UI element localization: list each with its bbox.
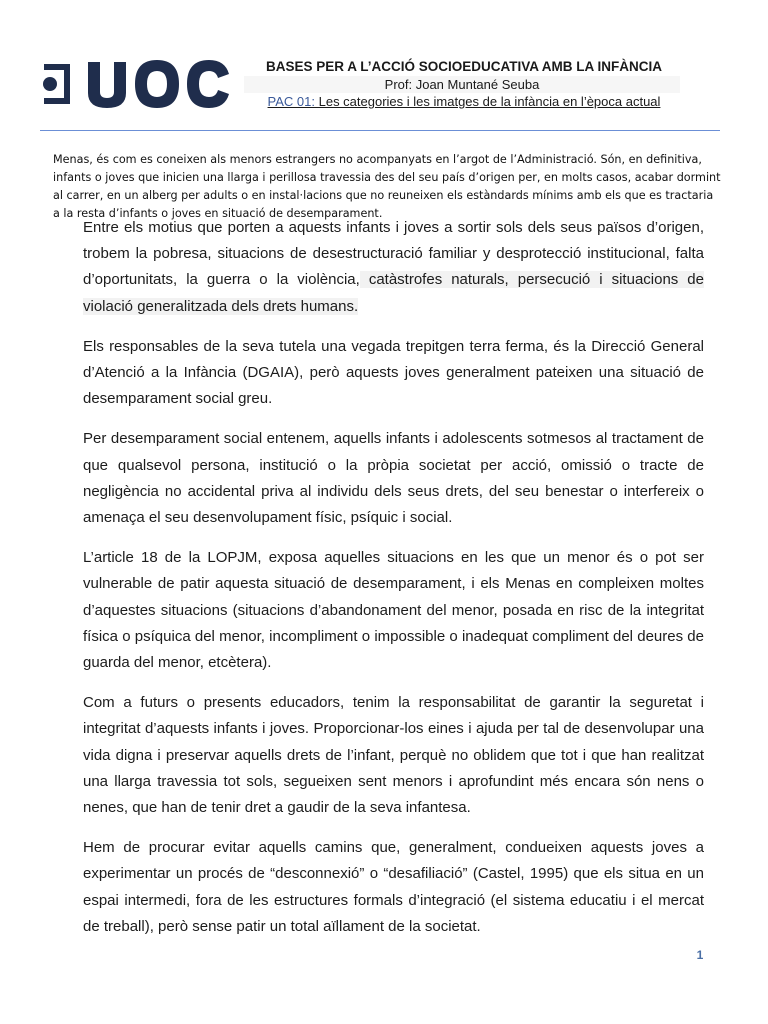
document-header bbox=[244, 58, 684, 111]
professor-line: Prof: Joan Muntané Seuba bbox=[244, 76, 680, 93]
paragraph-1-part-a: Entre els motius que porten a aquests infants i joves a sortir sols dels seus països d’origen, trobem la pobresa, situacions de desestructuració familiar y desprotecció institucional, falta d’oportunitats, la guerra o la violència, bbox=[83, 219, 704, 289]
header-divider bbox=[40, 130, 720, 131]
course-title: BASES PER A L’ACCIÓ SOCIOEDUCATIVA AMB LA INFÀNCIA bbox=[265, 59, 662, 74]
paragraph-4: L’article 18 de la LOPJM, exposa aquelles situacions en les que un menor és o pot ser vulnerable de patir aquesta situació de desemparament, i els Menas en compleixen moltes d’aquestes situacions (situacions d’abandonament del menor, posada en risc de la integritat física o psíquica del menor, incompliment o impossible o inadequat compliment del deures de guarda del menor, etcètera). bbox=[83, 549, 704, 672]
uoc-logo bbox=[40, 58, 232, 110]
paragraph-1 bbox=[83, 215, 704, 320]
body-text bbox=[83, 215, 704, 954]
paragraph-5: Com a futurs o presents educadors, tenim la responsabilitat de garantir la seguretat i integritat d’aquests infants i joves. Proporcionar-los eines i ajuda per tal de desenvolupar una vida digna i preservar aquells drets de l’infant, perquè no oblidem que tot i que han realitzat una llarga travessia tot sols, segueixen sent menors i aprofundint més encara són nens o nenes, que han de tenir dret a gaudir de la seva infantesa. bbox=[83, 694, 704, 817]
assignment-title: Les categories i les imatges de la infància en l’època actual bbox=[315, 94, 661, 109]
assignment-prefix: PAC 01: bbox=[267, 94, 315, 109]
paragraph-6: Hem de procurar evitar aquells camins que, generalment, condueixen aquests joves a experimentar un procés de “desconnexió” o “desafiliació” (Castel, 1995) que els situa en un espai intermedi, fora de les estructures formals d’integració (el sistema educatiu i el mercat de treball), però sense patir un total aïllament de la societat. bbox=[83, 839, 704, 935]
paragraph-1-part-b: catàstrofes naturals, persecució i situacions de violació generalitzada dels drets humans. bbox=[83, 271, 704, 315]
paragraph-2: Els responsables de la seva tutela una vegada trepitgen terra ferma, és la Direcció General d’Atenció a la Infància (DGAIA), però aquests joves generalment pateixen una situació de desemparament social greu. bbox=[83, 337, 704, 408]
assignment-line bbox=[244, 93, 684, 111]
intro-note: Menas, és com es coneixen als menors estrangers no acompanyats en l’argot de l’Administració. Són, en definitiva, infants o joves que inicien una llarga i perillosa travessia des del seu país d’origen per, en molts casos, acabar dormint al carrer, en un alberg per adults o en instal·lacions que no reuneixen els estàndards mínims amb els que es tractaria a la resta d’infants o joves en situació de desemparament. bbox=[53, 153, 721, 220]
paragraph-3: Per desemparament social entenem, aquells infants i adolescents sotmesos al tractament de que qualsevol persona, institució o la pròpia societat per acció, omissió o tracte de negligència no accidental priva al individu dels seus drets, del seu benestar o interfereix o amenaça el seu desenvolupament físic, psíquic i social. bbox=[83, 430, 704, 527]
page-number: 1 bbox=[696, 948, 704, 962]
